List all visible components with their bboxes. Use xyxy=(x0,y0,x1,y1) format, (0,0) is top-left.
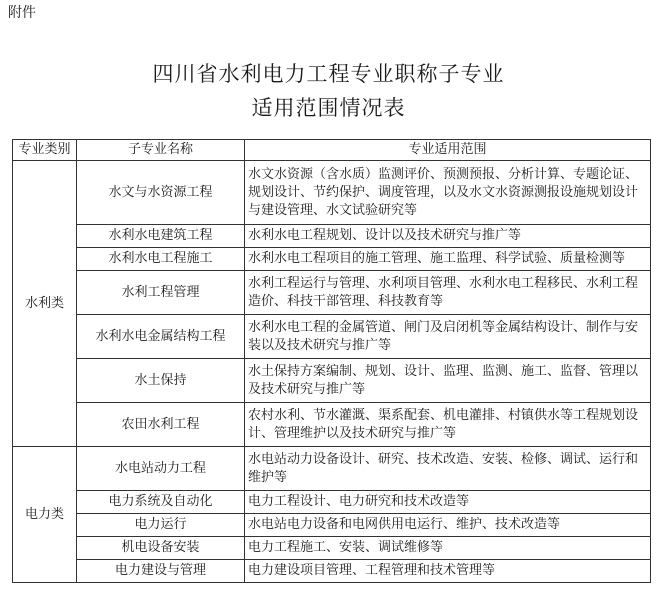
table-row xyxy=(13,491,651,514)
scope-cell: 水利水电工程规划、设计以及技术研究与推广等 xyxy=(245,225,651,248)
scope-cell: 水利工程运行与管理、水利项目管理、水利水电工程移民、水利工程造价、科技干部管理、科技教育等 xyxy=(245,271,651,315)
document-title-line-2: 适用范围情况表 xyxy=(251,96,406,120)
sub-specialty: 电力建设与管理 xyxy=(77,560,245,583)
table-row xyxy=(13,248,651,271)
table-row xyxy=(13,514,651,537)
table-row xyxy=(13,161,651,225)
header-category: 专业类别 xyxy=(13,140,77,161)
sub-specialty: 水利水电建筑工程 xyxy=(77,225,245,248)
table-row xyxy=(13,315,651,359)
sub-specialty: 电力运行 xyxy=(77,514,245,537)
sub-specialty: 水土保持 xyxy=(77,359,245,403)
scope-cell: 农村水利、节水灌溉、渠系配套、机电灌排、村镇供水等工程规划设计、管理维护以及技术研究与推广等 xyxy=(245,403,651,447)
sub-specialty: 水利水电金属结构工程 xyxy=(77,315,245,359)
table-row xyxy=(13,225,651,248)
scope-cell: 水利水电工程项目的施工管理、施工监理、科学试验、质量检测等 xyxy=(245,248,651,271)
header-sub-specialty: 子专业名称 xyxy=(77,140,245,161)
sub-specialty: 机电设备安装 xyxy=(77,537,245,560)
category-water: 水利类 xyxy=(13,161,77,447)
scope-cell: 水电站动力设备设计、研究、技术改造、安装、检修、调试、运行和维护等 xyxy=(245,447,651,491)
scope-cell: 水文水资源（含水质）监测评价、预测预报、分析计算、专题论证、规划设计、节约保护、调度管理，以及水文水资源测报设施规划设计与建设管理、水文试验研究等 xyxy=(245,161,651,225)
scope-cell: 水土保持方案编制、规划、设计、监理、监测、施工、监督、管理以及技术研究与推广等 xyxy=(245,359,651,403)
table-row xyxy=(13,537,651,560)
sub-specialty: 水利水电工程施工 xyxy=(77,248,245,271)
table-header-row xyxy=(13,140,651,161)
scope-cell: 电力建设项目管理、工程管理和技术管理等 xyxy=(245,560,651,583)
scope-table xyxy=(12,139,651,583)
table-row xyxy=(13,271,651,315)
sub-specialty: 水文与水资源工程 xyxy=(77,161,245,225)
scope-cell: 水电站电力设备和电网供用电运行、维护、技术改造等 xyxy=(245,514,651,537)
document-title-line-1: 四川省水利电力工程专业职称子专业 xyxy=(152,62,505,86)
sub-specialty: 农田水利工程 xyxy=(77,403,245,447)
table-row xyxy=(13,560,651,583)
attachment-label: 附件 xyxy=(8,5,36,21)
table-row xyxy=(13,359,651,403)
scope-cell: 电力工程设计、电力研究和技术改造等 xyxy=(245,491,651,514)
category-power: 电力类 xyxy=(13,447,77,583)
header-scope: 专业适用范围 xyxy=(245,140,651,161)
sub-specialty: 水电站动力工程 xyxy=(77,447,245,491)
scope-cell: 水利水电工程的金属管道、闸门及启闭机等金属结构设计、制作与安装以及技术研究与推广等 xyxy=(245,315,651,359)
sub-specialty: 电力系统及自动化 xyxy=(77,491,245,514)
table-row xyxy=(13,447,651,491)
sub-specialty: 水利工程管理 xyxy=(77,271,245,315)
table-row xyxy=(13,403,651,447)
scope-cell: 电力工程施工、安装、调试维修等 xyxy=(245,537,651,560)
